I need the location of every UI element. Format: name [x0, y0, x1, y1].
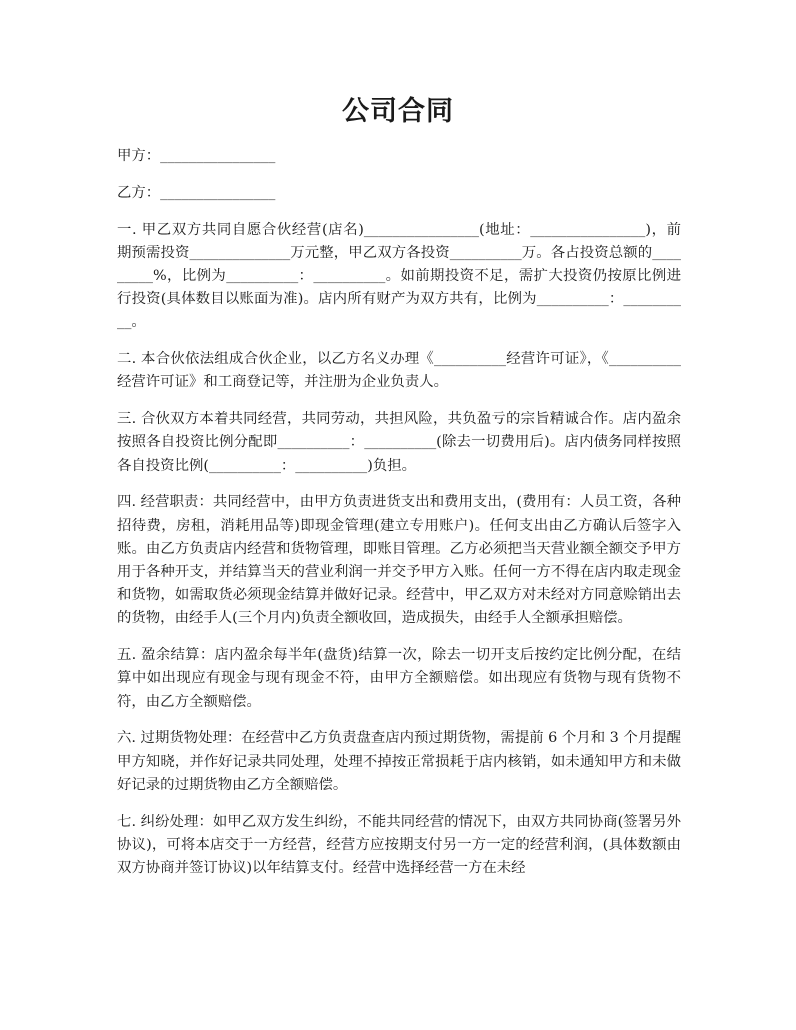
- clause-4: 四. 经营职责：共同经营中，由甲方负责进货支出和费用支出，(费用有：人员工资，各种招待费，房租，消耗用品等)即现金管理(建立专用账户)。任何支出由乙方确认后签字入账。由乙方负责店内经营和货物管理，即账目管理。乙方必须把当天营业额全额交予甲方用于各种开支，并结算当天的营业利润一并交予甲方入账。任何一方不得在店内取走现金和货物，如需取货必须现金结算并做好记录。经营中，甲乙双方对未经对方同意赊销出去的货物，由经手人(三个月内)负责全额收回，造成损失，由经手人全额承担赔偿。: [117, 494, 681, 627]
- document-body: [117, 145, 681, 894]
- clause-6: 六. 过期货物处理：在经营中乙方负责盘查店内预过期货物，需提前 6 个月和 3 个月提醒甲方知晓，并作好记录共同处理，处理不掉按正常损耗于店内核销，如未通知甲方和未做好记录的过期货物由乙方全额赔偿。: [117, 730, 681, 793]
- clause-7: 七. 纠纷处理：如甲乙双方发生纠纷，不能共同经营的情况下，由双方共同协商(签署另外协议)，可将本店交于一方经营，经营方应按期支付另一方一定的经营利润，(具体数额由双方协商并签订协议)以年结算支付。经营中选择经营一方在未经: [117, 813, 681, 877]
- clause-5: 五. 盈余结算：店内盈余每半年(盘货)结算一次，除去一切开支后按约定比例分配，在结算中如出现应有现金与现有现金不符，由甲方全额赔偿。如出现应有货物与现有货物不符，由乙方全额赔偿。: [117, 647, 681, 710]
- document-title: 公司合同: [342, 96, 454, 127]
- party-b-line: 乙方：________________: [117, 184, 276, 201]
- clause-3: 三. 合伙双方本着共同经营，共同劳动，共担风险，共负盈亏的宗旨精诚合作。店内盈余按照各自投资比例分配即__________：__________(除去一切费用后)。店内债务同样按照各自投资比例(__________：__________)负担。: [117, 411, 681, 474]
- clause-2: 二. 本合伙依法组成合伙企业，以乙方名义办理《__________经营许可证》，《__________经营许可证》和工商登记等，并注册为企业负责人。: [117, 351, 681, 391]
- clause-1: 一. 甲乙双方共同自愿合伙经营(店名)________________(地址：________________)，前期预需投资______________万元整，甲乙双方各投资__________万。各占投资总额的_________%，比例为__________：__________。如前期投资不足，需扩大投资仍按原比例进行投资(具体数目以账面为准)。店内所有财产为双方共有，比例为__________：__________。: [117, 221, 681, 331]
- party-a-line: 甲方：________________: [117, 148, 276, 164]
